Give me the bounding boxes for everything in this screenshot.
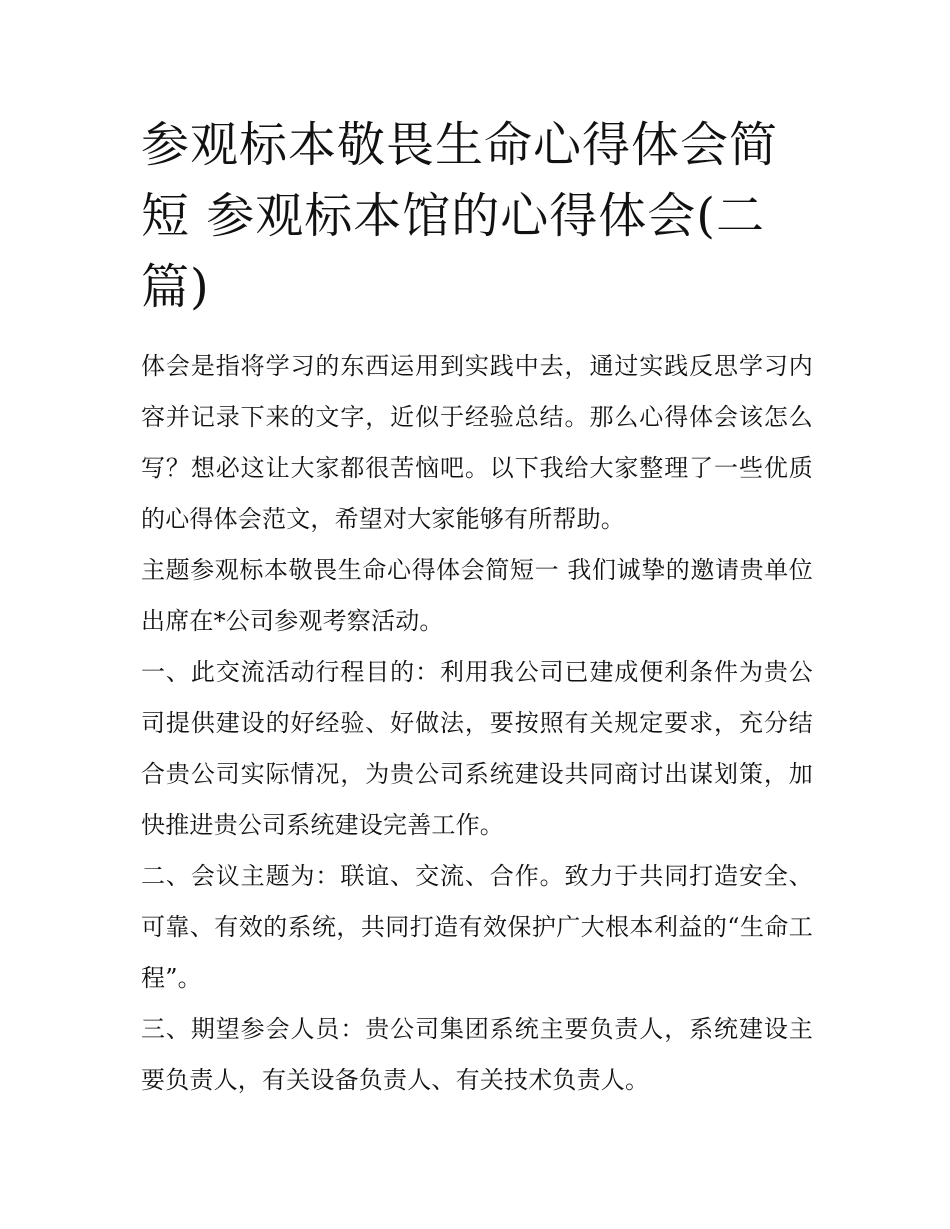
paragraph-intro: 体会是指将学习的东西运用到实践中去，通过实践反思学习内容并记录下来的文字，近似于经验总结。那么心得体会该怎么写？想必这让大家都很苦恼吧。以下我给大家整理了一些优质的心得体会范文，希望对大家能够有所帮助。 (141, 352, 813, 533)
paragraph-purpose: 一、此交流活动行程目的：利用我公司已建成便利条件为贵公司提供建设的好经验、好做法，要按照有关规定要求，充分结合贵公司实际情况，为贵公司系统建设共同商讨出谋划策，加快推进贵公司系统建设完善工作。 (141, 658, 813, 839)
paragraph-invitation: 主题参观标本敬畏生命心得体会简短一 我们诚挚的邀请贵单位出席在*公司参观考察活动。 (141, 556, 813, 635)
document-page (141, 110, 813, 1106)
document-body (141, 341, 813, 1106)
document-title: 参观标本敬畏生命心得体会简短 参观标本馆的心得体会(二篇) (141, 117, 779, 315)
paragraph-theme: 二、会议主题为：联谊、交流、合作。致力于共同打造安全、可靠、有效的系统，共同打造有效保护广大根本利益的“生命工程”。 (141, 862, 813, 992)
paragraph-attendees: 三、期望参会人员：贵公司集团系统主要负责人，系统建设主要负责人，有关设备负责人、有关技术负责人。 (141, 1015, 813, 1094)
